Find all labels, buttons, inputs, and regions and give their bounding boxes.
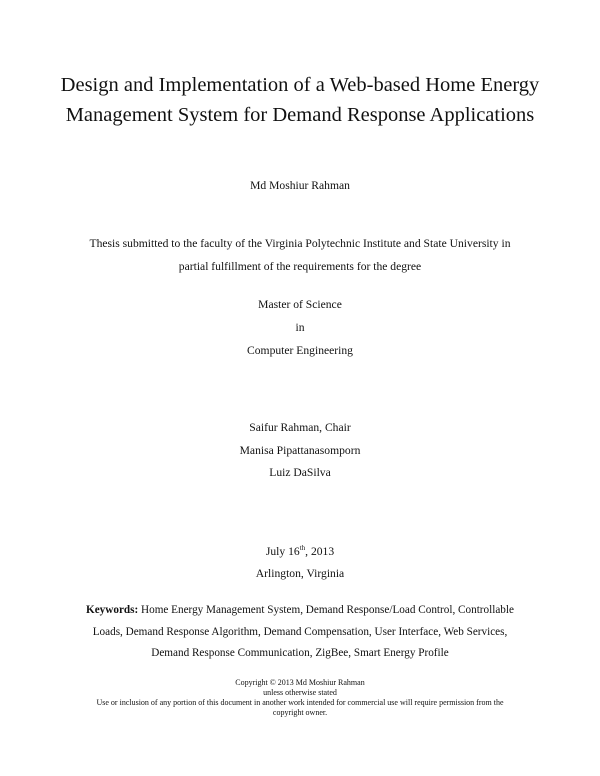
copyright-qualifier: unless otherwise stated xyxy=(263,688,337,697)
location: Arlington, Virginia xyxy=(255,567,345,580)
keywords-line: Loads, Demand Response Algorithm, Demand Compensation, User Interface, Web Services, xyxy=(92,625,508,638)
committee-member: Manisa Pipattanasomporn xyxy=(239,444,361,457)
keywords-text: Home Energy Management System, Demand Response/Load Control, Controllable xyxy=(141,604,514,616)
degree-field: Computer Engineering xyxy=(247,344,353,357)
copyright-permission-line-2: copyright owner. xyxy=(272,708,328,717)
submission-date xyxy=(0,545,600,558)
committee-member-chair: Saifur Rahman, Chair xyxy=(249,421,351,434)
date-year: , 2013 xyxy=(305,545,335,558)
copyright-notice: Copyright © 2013 Md Moshiur Rahman xyxy=(235,678,365,687)
degree-in: in xyxy=(295,321,305,334)
copyright-permission-line-1: Use or inclusion of any portion of this document in another work intended for commercial use will require permission from the xyxy=(96,698,504,707)
thesis-title-line-2: Management System for Demand Response Applications xyxy=(65,104,535,126)
thesis-title-line-1: Design and Implementation of a Web-based Home Energy xyxy=(60,74,540,96)
date-month-day: July 16 xyxy=(265,545,300,558)
date-ordinal-suffix: th xyxy=(299,544,306,552)
keywords-block xyxy=(60,600,540,665)
keywords-line xyxy=(60,600,540,622)
submission-line-1: Thesis submitted to the faculty of the Virginia Polytechnic Institute and State University in xyxy=(89,237,511,250)
degree-name: Master of Science xyxy=(258,298,342,311)
keywords-label: Keywords: xyxy=(86,604,139,616)
submission-line-2: partial fulfillment of the requirements for the degree xyxy=(178,260,422,273)
keywords-line: Demand Response Communication, ZigBee, Smart Energy Profile xyxy=(151,647,449,659)
committee-member: Luiz DaSilva xyxy=(269,466,331,479)
author-name: Md Moshiur Rahman xyxy=(250,179,350,192)
